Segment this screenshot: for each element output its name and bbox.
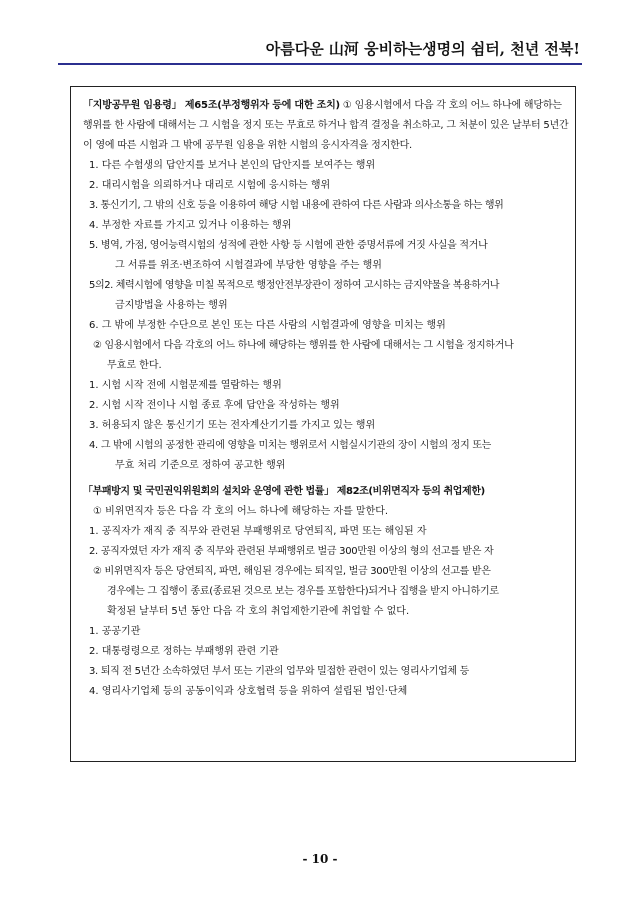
law1-paragraph-2: ② 임용시험에서 다음 각호의 어느 하나에 해당하는 행위를 한 사람에 대해서는 그 시험을 정지하거나 [93,340,514,351]
header-rule [58,63,582,65]
law1-intro: ① 임용시험에서 다음 각 호의 어느 하나에 해당하는 행위를 한 사람에 대해서는 그 시험을 정지 또는 무효로 하거나 합격 결정을 취소하고, 그 처분이 있은 날부터 5년간 이 영에 따른 시험과 그 밖에 공무원 임용을 위한 시험의 응시자격을 정지한다. [83,100,569,151]
list-item: 1. 공직자가 재직 중 직무와 관련된 부패행위로 당연퇴직, 파면 또는 해임된 자 [89,526,427,537]
list-item: 4. 영리사기업체 등의 공동이익과 상호협력 등을 위하여 설립된 법인·단체 [89,686,408,697]
page-number: - 10 - [302,852,338,866]
list-item: 5의2. 체력시험에 영향을 미칠 목적으로 행정안전부장관이 정하여 고시하는 금지약물을 복용하거나 [89,280,500,291]
list-item: 6. 그 밖에 부정한 수단으로 본인 또는 다른 사람의 시험결과에 영향을 미치는 행위 [89,320,446,331]
list-item-continuation: 금지방법을 사용하는 행위 [115,300,228,311]
list-item: 5. 병역, 가점, 영어능력시험의 성적에 관한 사항 등 시험에 관한 증명서류에 거짓 사실을 적거나 [89,240,488,251]
list-item: 2. 공직자였던 자가 재직 중 직무와 관련된 부패행위로 벌금 300만원 이상의 형의 선고를 받은 자 [89,546,494,557]
list-item: 2. 대리시험을 의뢰하거나 대리로 시험에 응시하는 행위 [89,180,331,191]
list-item: 4. 부정한 자료를 가지고 있거나 이용하는 행위 [89,220,292,231]
list-item: 1. 다른 수험생의 답안지를 보거나 본인의 답안지를 보여주는 행위 [89,160,376,171]
law2-paragraph-1: ① 비위면직자 등은 다음 각 호의 어느 하나에 해당하는 자를 말한다. [93,506,389,517]
law-excerpt-box [70,86,576,762]
law1-title: 「지방공무원 임용령」 제65조(부정행위자 등에 대한 조치) [83,100,340,111]
law2-paragraph-2-continuation: 확정된 날부터 5년 동안 다음 각 호의 취업제한기관에 취업할 수 없다. [107,606,410,617]
law1-paragraph [83,96,569,156]
law2-paragraph-2-continuation: 경우에는 그 집행이 종료(종료된 것으로 보는 경우를 포함한다)되거나 집행을 받지 아니하기로 [107,586,499,597]
list-item: 2. 대통령령으로 정하는 부패행위 관련 기관 [89,646,279,657]
list-item: 3. 퇴직 전 5년간 소속하였던 부서 또는 기관의 업무와 밀접한 관련이 있는 영리사기업체 등 [89,666,470,677]
law2-title: 「부패방지 및 국민권익위원회의 설치와 운영에 관한 법률」 제82조(비위면직자 등의 취업제한) [83,486,485,497]
list-item: 3. 통신기기, 그 밖의 신호 등을 이용하여 해당 시험 내용에 관하여 다른 사람과 의사소통을 하는 행위 [89,200,504,211]
list-item-continuation: 그 서류를 위조·변조하여 시험결과에 부당한 영향을 주는 행위 [115,260,382,271]
list-item: 3. 허용되지 않은 통신기기 또는 전자계산기기를 가지고 있는 행위 [89,420,376,431]
list-item: 4. 그 밖에 시험의 공정한 관리에 영향을 미치는 행위로서 시험실시기관의 장이 시험의 정지 또는 [89,440,492,451]
law2-paragraph-2: ② 비위면직자 등은 당연퇴직, 파면, 해임된 경우에는 퇴직일, 벌금 300만원 이상의 선고를 받은 [93,566,491,577]
law1-paragraph-2-continuation: 무효로 한다. [107,360,162,371]
header-slogan: 아름다운 山河 웅비하는생명의 쉼터, 천년 전북! [265,40,580,58]
list-item: 2. 시험 시작 전이나 시험 종료 후에 답안을 작성하는 행위 [89,400,340,411]
list-item: 1. 공공기관 [89,626,141,637]
list-item: 1. 시험 시작 전에 시험문제를 열람하는 행위 [89,380,282,391]
list-item-continuation: 무효 처리 기준으로 정하여 공고한 행위 [115,460,286,471]
